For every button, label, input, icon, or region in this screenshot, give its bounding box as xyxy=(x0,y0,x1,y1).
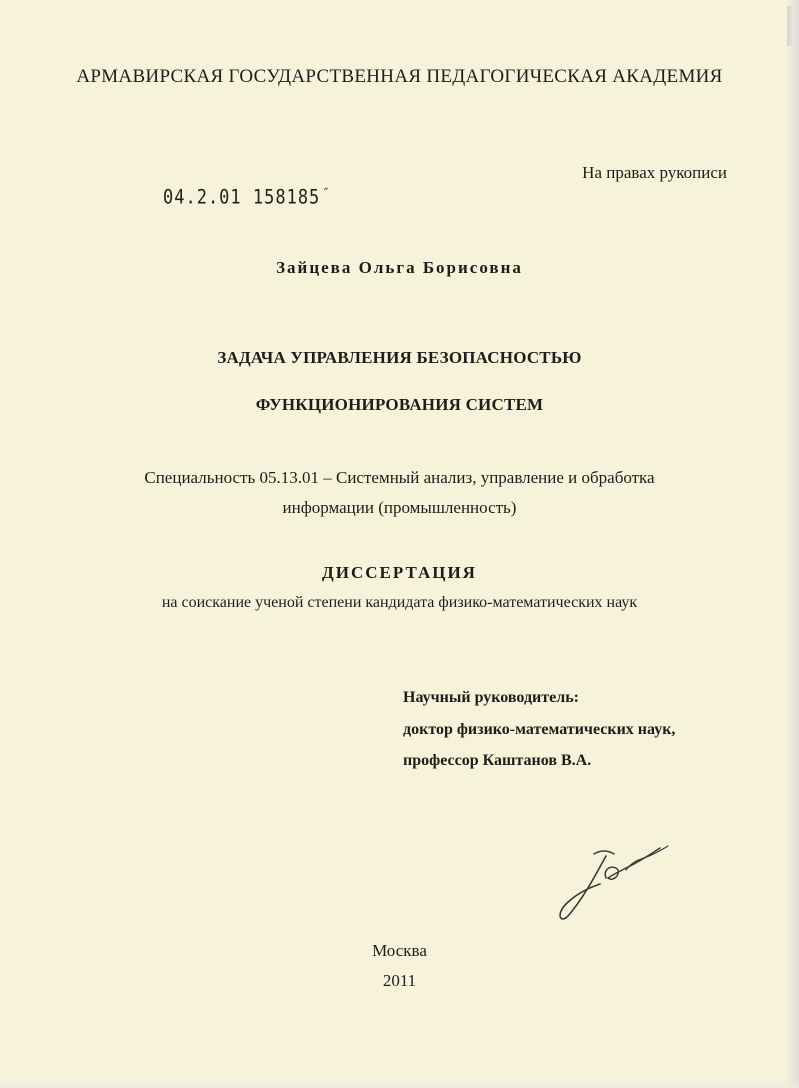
supervisor-name: профессор Каштанов В.А. xyxy=(403,752,592,769)
degree-sought: на соискание ученой степени кандидата физико-математических наук xyxy=(161,594,638,611)
registration-stamp-number: 04.2.01 158185 xyxy=(163,186,321,209)
supervisor-degree: доктор физико-математических наук, xyxy=(403,721,676,738)
institution-name: АРМАВИРСКАЯ ГОСУДАРСТВЕННАЯ ПЕДАГОГИЧЕСКАЯ АКАДЕМИЯ xyxy=(76,66,723,87)
stamp-tick-mark: ˝ xyxy=(322,186,330,201)
thesis-title-line-2: ФУНКЦИОНИРОВАНИЯ СИСТЕМ xyxy=(255,395,544,414)
handwritten-signature xyxy=(548,838,678,928)
scan-edge-right xyxy=(785,0,799,1088)
registration-stamp xyxy=(163,186,330,209)
scan-edge-bottom xyxy=(0,1078,799,1088)
supervisor-label: Научный руководитель: xyxy=(403,689,579,706)
author-name: Зайцева Ольга Борисовна xyxy=(276,258,523,277)
thesis-title-line-1: ЗАДАЧА УПРАВЛЕНИЯ БЕЗОПАСНОСТЬЮ xyxy=(217,348,582,367)
year: 2011 xyxy=(382,971,417,990)
specialty-line-2: информации (промышленность) xyxy=(282,498,517,517)
manuscript-rights-note: На правах рукописи xyxy=(582,163,727,182)
city: Москва xyxy=(372,941,427,960)
work-type-heading: ДИССЕРТАЦИЯ xyxy=(322,563,477,582)
specialty-line-1: Специальность 05.13.01 – Системный анализ, управление и обработка xyxy=(144,468,655,487)
